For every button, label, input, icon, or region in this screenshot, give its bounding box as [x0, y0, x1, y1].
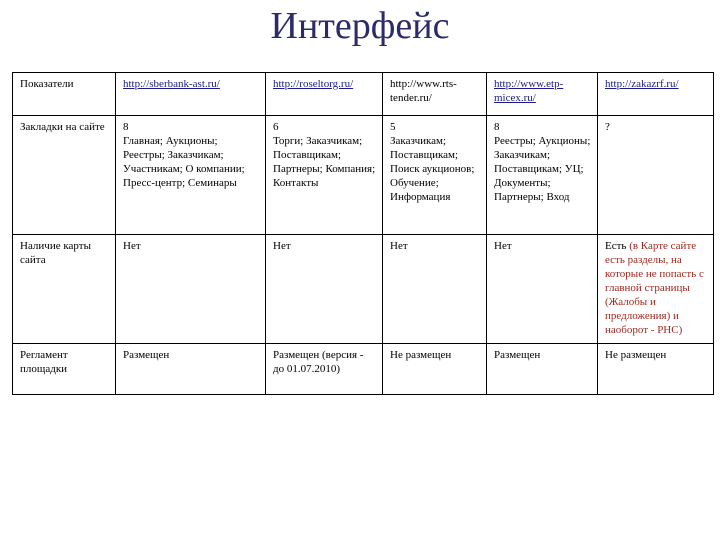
row-label-sitemap: Наличие карты сайта [13, 235, 116, 344]
tabs-count: 8 [494, 121, 500, 133]
tabs-count: 8 [123, 121, 129, 133]
header-site-rts [383, 73, 487, 116]
row-label-tabs: Закладки на сайте [13, 116, 116, 235]
tabs-list: Главная; Аукционы; Реестры; Заказчикам; Участникам; О компании; Пресс-центр; Семинары [123, 135, 245, 189]
table-row-reglament [13, 344, 714, 395]
header-site-micex[interactable] [487, 73, 598, 116]
tabs-count: ? [605, 121, 610, 133]
reglament-cell-zakazrf: Не размещен [598, 344, 714, 395]
site-url: http://www.rts-tender.ru/ [390, 78, 457, 104]
sitemap-cell-rts: Нет [383, 235, 487, 344]
site-link[interactable]: http://roseltorg.ru/ [273, 78, 354, 90]
table-row-sitemap [13, 235, 714, 344]
reglament-cell-micex: Размещен [487, 344, 598, 395]
sitemap-cell-sberbank: Нет [116, 235, 266, 344]
header-label: Показатели [13, 73, 116, 116]
reglament-cell-sberbank: Размещен [116, 344, 266, 395]
tabs-count: 6 [273, 121, 279, 133]
table-row-tabs [13, 116, 714, 235]
sitemap-cell-micex: Нет [487, 235, 598, 344]
site-link[interactable]: http://www.etp-micex.ru/ [494, 78, 564, 104]
header-site-zakazrf[interactable] [598, 73, 714, 116]
sitemap-cell-zakazrf [598, 235, 714, 344]
reglament-cell-roseltorg: Размещен (версия - до 01.07.2010) [266, 344, 383, 395]
tabs-list: Заказчикам; Поставщикам; Поиск аукционов; Обучение; Информация [390, 135, 475, 203]
reglament-cell-rts: Не размещен [383, 344, 487, 395]
sitemap-cell-roseltorg: Нет [266, 235, 383, 344]
comparison-table [12, 72, 714, 395]
tabs-cell-roseltorg [266, 116, 383, 235]
tabs-cell-micex [487, 116, 598, 235]
tabs-list: Реестры; Аукционы; Заказчикам; Поставщикам; УЦ; Документы; Партнеры; Вход [494, 135, 591, 203]
tabs-cell-sberbank [116, 116, 266, 235]
site-link[interactable]: http://sberbank-ast.ru/ [123, 78, 220, 90]
sitemap-note: (в Карте сайте есть разделы, на которые не попасть с главной страницы (Жалобы и предложения) и наоборот - РНС) [605, 240, 704, 336]
header-site-roseltorg[interactable] [266, 73, 383, 116]
sitemap-yes: Есть [605, 240, 627, 252]
slide-title: Интерфейс [270, 5, 450, 47]
tabs-list: Торги; Заказчикам; Поставщикам; Партнеры; Компания; Контакты [273, 135, 376, 189]
header-site-sberbank[interactable] [116, 73, 266, 116]
site-link[interactable]: http://zakazrf.ru/ [605, 78, 679, 90]
table-header-row [13, 73, 714, 116]
row-label-reglament: Регламент площадки [13, 344, 116, 395]
tabs-cell-zakazrf [598, 116, 714, 235]
tabs-cell-rts [383, 116, 487, 235]
tabs-count: 5 [390, 121, 396, 133]
